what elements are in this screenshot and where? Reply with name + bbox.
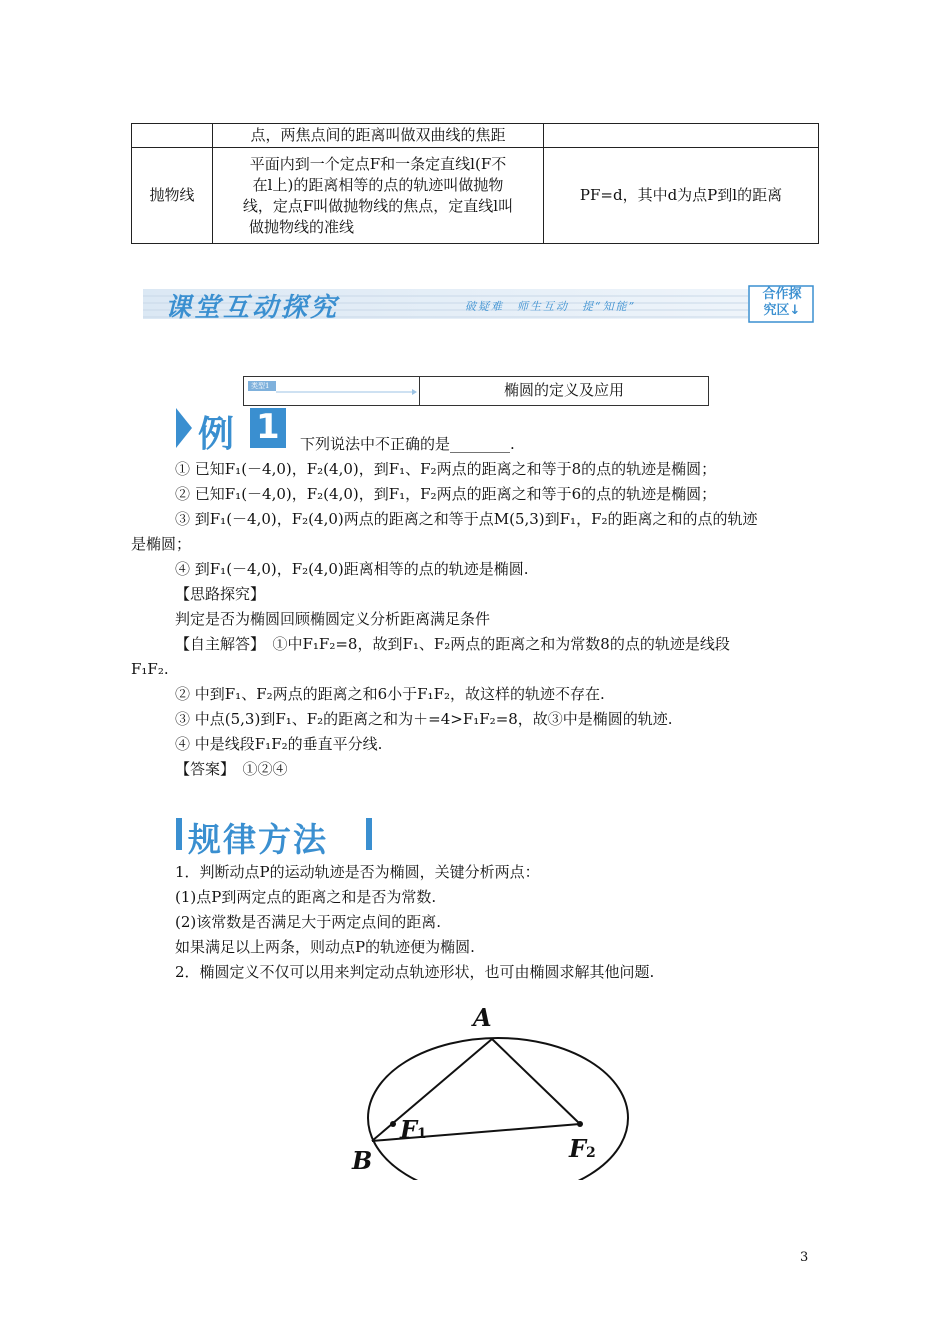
badge-line: 究区↓	[763, 303, 801, 318]
definition-line: 线，定点F叫做抛物线的焦点，定直线l叫	[242, 196, 514, 215]
definitions-table	[131, 123, 819, 244]
think-text: 判定是否为椭圆回顾椭圆定义分析距离满足条件	[175, 610, 491, 628]
rules-line: 2．椭圆定义不仅可以用来判定动点轨迹形状，也可由椭圆求解其他问题.	[175, 963, 655, 981]
hyperbola-focal-text: 点，两焦点间的距离叫做双曲线的焦距	[250, 126, 506, 144]
table-row	[132, 148, 819, 244]
type-arrow-graphic	[244, 377, 419, 405]
label-F2-letter: F	[569, 1134, 587, 1163]
cooperation-badge[interactable]	[751, 287, 813, 319]
table-cell	[213, 124, 544, 148]
solution-line: ② 中到F₁、F₂两点的距离之和6小于F₁F₂，故这样的轨迹不存在.	[175, 685, 605, 703]
example-question: 下列说法中不正确的是________.	[300, 435, 515, 453]
example-item: 是椭圆；	[131, 535, 192, 553]
label-F1-letter: F	[400, 1115, 418, 1144]
segment-AB	[372, 1039, 492, 1141]
rules-line: 1．判断动点P的运动轨迹是否为椭圆，关键分析两点：	[175, 863, 540, 881]
example-item: ① 已知F₁(－4,0)，F₂(4,0)，到F₁、F₂两点的距离之和等于8的点的轨迹是椭圆；	[175, 460, 717, 478]
definition-line: 在l上)的距离相等的点的轨迹叫做抛物	[252, 175, 504, 194]
type-label: 类型1	[251, 382, 270, 390]
rules-line: 如果满足以上两条，则动点P的轨迹便为椭圆.	[175, 938, 475, 956]
section-banner	[143, 283, 815, 325]
example-badge	[176, 406, 286, 455]
rules-line: (2)该常数是否满足大于两定点间的距离.	[175, 913, 442, 931]
focus-F2-point	[577, 1121, 583, 1127]
solution-line: 【自主解答】 ①中F₁F₂=8，故到F₁、F₂两点的距离之和为常数8的点的轨迹是线段	[175, 635, 730, 653]
solution-line: ④ 中是线段F₁F₂的垂直平分线.	[175, 735, 383, 753]
example-badge-char: 例	[198, 414, 235, 455]
example-item: ④ 到F₁(－4,0)，F₂(4,0)距离相等的点的轨迹是椭圆.	[175, 560, 529, 578]
segment-AF2	[492, 1039, 580, 1124]
definition-line: 平面内到一个定点F和一条定直线l(F不	[249, 154, 507, 173]
label-F2-sub: 2	[586, 1145, 596, 1161]
table-cell	[544, 124, 819, 148]
badge-line: 合作探	[762, 287, 802, 302]
parabola-label: 抛物线	[132, 148, 213, 244]
example-item: ③ 到F₁(－4,0)，F₂(4,0)两点的距离之和等于点M(5,3)到F₁，F₂的距离之和的点的轨迹	[175, 510, 758, 528]
label-F2	[569, 1134, 596, 1163]
solution-line: F₁F₂.	[131, 660, 169, 678]
type-label-cell	[244, 377, 420, 405]
rules-heading-bar-right	[366, 818, 372, 850]
table-row	[132, 124, 819, 148]
label-B: B	[352, 1146, 373, 1175]
rules-heading-bar-left	[176, 818, 182, 850]
ellipse-diagram	[340, 1000, 650, 1180]
think-heading: 【思路探究】	[175, 585, 266, 603]
definition-line: 做抛物线的准线	[249, 217, 355, 236]
label-A: A	[473, 1003, 492, 1032]
focus-F1-point	[390, 1121, 396, 1127]
label-F1	[400, 1115, 427, 1144]
solution-line: ③ 中点(5,3)到F₁、F₂的距离之和为＋=4>F₁F₂=8，故③中是椭圆的轨迹.	[175, 710, 673, 728]
example-item: ② 已知F₁(－4,0)，F₂(4,0)，到F₁，F₂两点的距离之和等于6的点的轨迹是椭圆；	[175, 485, 717, 503]
page-number: 3	[800, 1250, 809, 1265]
type-box	[243, 376, 709, 406]
rules-heading: 规律方法	[188, 820, 328, 859]
parabola-definition	[213, 148, 544, 244]
banner-slogan: 破疑难 师生互动 提“知能”	[465, 300, 637, 313]
example-badge-number: 1	[256, 407, 280, 447]
parabola-condition: PF=d，其中d为点P到l的距离	[544, 148, 819, 244]
ellipse-figure	[340, 1000, 650, 1180]
label-F1-sub: 1	[417, 1126, 427, 1142]
table-cell	[132, 124, 213, 148]
answer-line: 【答案】 ①②④	[175, 760, 288, 778]
banner-title: 课堂互动探究	[165, 293, 340, 323]
rules-line: (1)点P到两定点的距离之和是否为常数.	[175, 888, 437, 906]
type-title: 椭圆的定义及应用	[503, 381, 624, 399]
